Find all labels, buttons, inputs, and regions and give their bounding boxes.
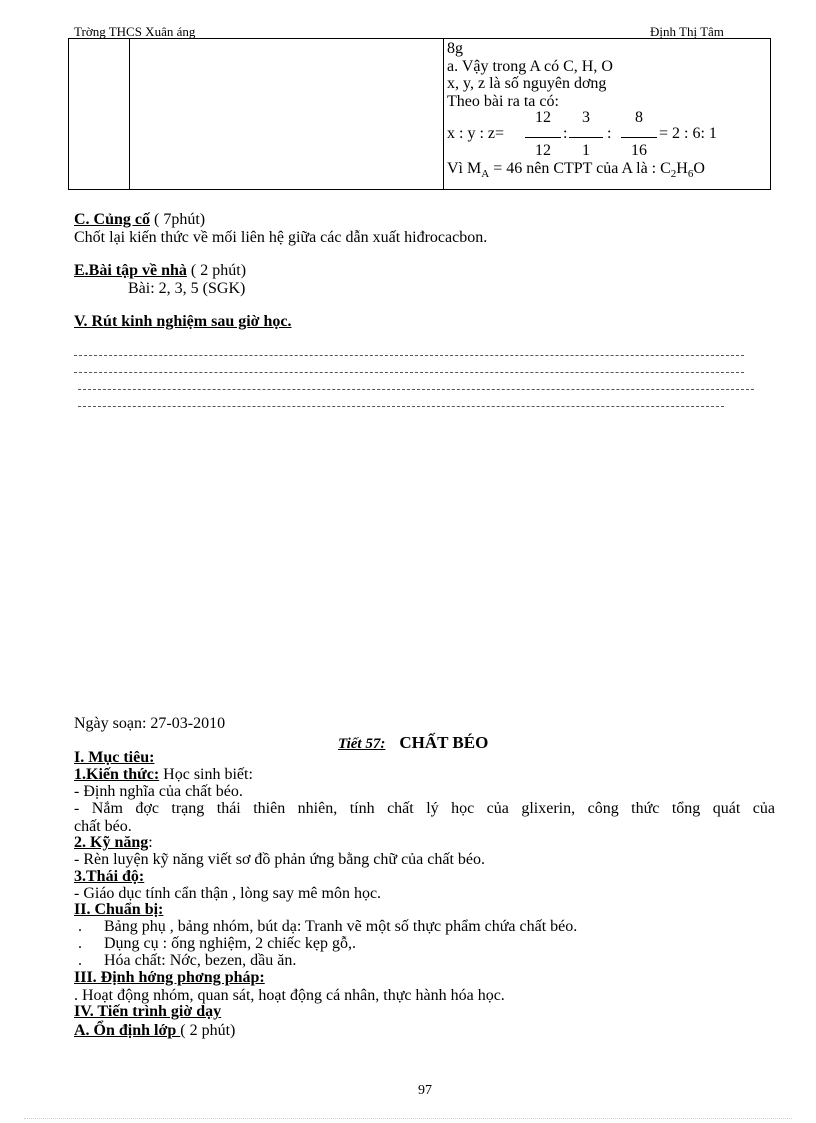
footer-rule <box>24 1118 792 1119</box>
fraction-bar <box>621 137 657 138</box>
method-item: . Hoạt động nhóm, quan sát, hoạt động cá nhân, thực hành hóa học. <box>74 987 505 1004</box>
section-c-body: Chốt lại kiến thức về mối liên hệ giữa các dẫn xuất hiđrocacbon. <box>74 229 488 246</box>
attitude-item: - Giáo dục tính cẩn thận , lòng say mê môn học. <box>74 885 382 902</box>
solution-table <box>68 38 771 190</box>
preparation-item: Dụng cụ : ống nghiệm, 2 chiếc kẹp gỗ,. <box>104 935 356 952</box>
section-c-heading: C. Củng cố ( 7phút) <box>74 211 206 228</box>
fraction-bar <box>525 137 561 138</box>
class-stabilize-heading: A. Ổn định lớp ( 2 phút) <box>74 1022 236 1039</box>
knowledge-heading: 1.Kiến thức: Học sinh biết: <box>74 766 253 783</box>
fraction-bar <box>569 137 603 138</box>
notes-line <box>78 406 724 407</box>
solution-line: x, y, z là số nguyên dơng <box>447 75 607 92</box>
table-solution-cell <box>447 40 613 110</box>
section-e-heading: E.Bài tập về nhà ( 2 phút) <box>74 262 247 279</box>
fraction-denominator: 1 <box>582 142 590 159</box>
fraction-numerator: 12 <box>535 109 551 126</box>
knowledge-item: - Nắm đợc trạng thái thiên nhiên, tính chất lý học của glixerin, công thức tổng quát của <box>74 800 775 817</box>
ratio-label: x : y : z= <box>447 125 505 142</box>
bullet-dot: . <box>78 918 82 935</box>
preparation-item: Hóa chất: Nớc, bezen, dầu ăn. <box>104 952 297 969</box>
header-author: Định Thị Tâm <box>650 24 724 39</box>
notes-line <box>74 372 744 373</box>
solution-line: 8g <box>447 40 463 57</box>
heading-preparation: II. Chuẩn bị: <box>74 901 164 918</box>
fraction-numerator: 8 <box>635 109 643 126</box>
knowledge-item-cont: chất béo. <box>74 818 132 835</box>
bullet-dot: . <box>78 935 82 952</box>
lesson-title: Tiết 57: CHẤT BÉO <box>338 733 489 752</box>
table-column-divider <box>443 39 444 189</box>
skills-heading: 2. Kỹ năng: <box>74 834 153 851</box>
preparation-item: Bảng phụ , bảng nhóm, bút dạ: Tranh vẽ một số thực phẩm chứa chất béo. <box>104 918 578 935</box>
table-column-divider <box>129 39 130 189</box>
knowledge-item: - Định nghĩa của chất béo. <box>74 783 243 800</box>
section-e-body: Bài: 2, 3, 5 (SGK) <box>128 280 246 297</box>
heading-objectives: I. Mục tiêu: <box>74 749 155 766</box>
notes-line <box>78 389 754 390</box>
fraction-numerator: 3 <box>582 109 590 126</box>
section-v-heading: V. Rút kinh nghiệm sau giờ học. <box>74 313 292 330</box>
page-number: 97 <box>418 1083 432 1098</box>
solution-line: Theo bài ra ta có: <box>447 92 559 110</box>
fraction-denominator: 16 <box>631 142 647 159</box>
attitude-heading: 3.Thái độ: <box>74 868 145 885</box>
bullet-dot: . <box>78 952 82 969</box>
fraction-denominator: 12 <box>535 142 551 159</box>
heading-method: III. Định hớng phơng pháp: <box>74 969 265 986</box>
conclusion-line: Vì $M_A = 46$ nên CTPT của A là : $C_2H_6O$ <box>447 160 705 181</box>
ratio-result: = 2 : 6: 1 <box>659 125 717 142</box>
heading-procedure: IV. Tiến trình giờ dạy <box>74 1003 222 1020</box>
skills-item: - Rèn luyện kỹ năng viết sơ đồ phản ứng bằng chữ của chất béo. <box>74 851 486 868</box>
solution-line: a. Vậy trong A có C, H, O <box>447 57 613 75</box>
ratio-colon: : <box>563 125 568 142</box>
lesson-date: Ngày soạn: 27-03-2010 <box>74 715 226 732</box>
ratio-colon: : <box>607 125 612 142</box>
header-school: Trờng THCS Xuân áng <box>74 24 196 39</box>
notes-line <box>74 355 744 356</box>
